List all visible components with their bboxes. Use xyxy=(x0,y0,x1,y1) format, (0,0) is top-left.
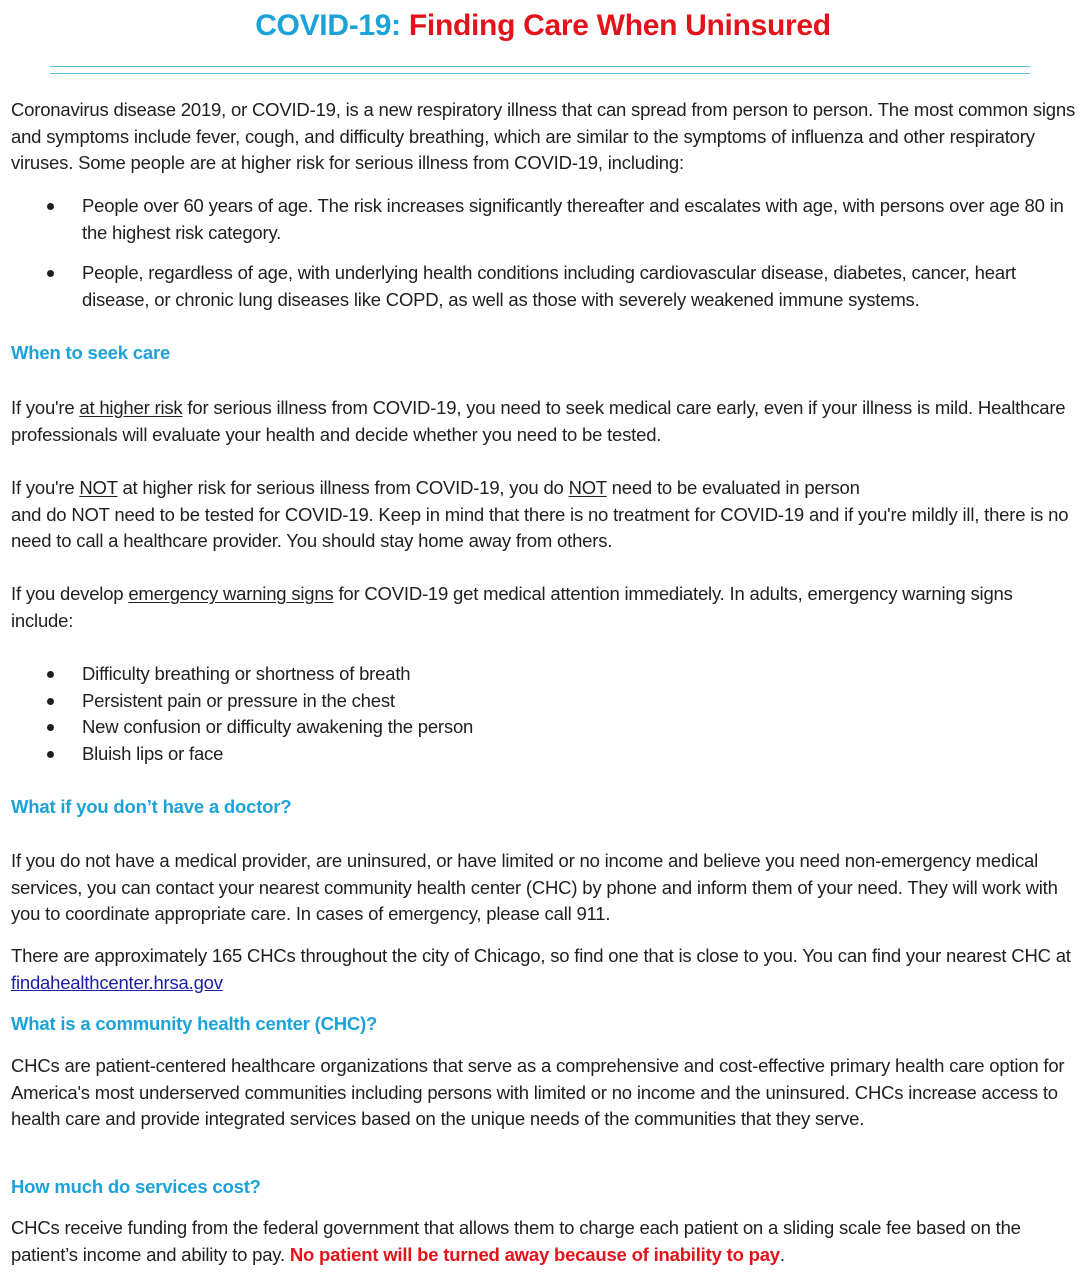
list-item-text: People, regardless of age, with underlying health conditions including cardiovascular disease, diabetes, cancer, heart disease, or chronic lung diseases like COPD, as well as those with severely weakened immune systems. xyxy=(82,262,1016,310)
text: for serious illness from COVID-19, you need to seek medical care early, even if your illness is mild. Healthcare professionals will evaluate your health and decide whether you need to be tested. xyxy=(11,397,1066,445)
list-item-text: People over 60 years of age. The risk increases significantly thereafter and escalates with age, with persons over age 80 in the highest risk category. xyxy=(82,195,1064,243)
bullet-icon xyxy=(47,270,54,277)
text: need to be evaluated in person xyxy=(606,477,860,498)
section-heading-when-to-seek-care: When to seek care xyxy=(11,342,171,363)
list-item xyxy=(0,714,1076,741)
text: and do NOT need to be tested for COVID-19. Keep in mind that there is no treatment for COVID-19 and if you're mildly ill, there is no need to call a healthcare provider. You should stay home away from others. xyxy=(11,503,1069,551)
bullet-icon xyxy=(47,724,54,731)
no-patient-turned-away-emphasis: No patient will be turned away because of inability to pay xyxy=(289,1243,780,1265)
bullet-icon xyxy=(47,203,54,210)
text: CHCs receive funding from the federal government that allows them to charge each patient on a sliding scale fee based on the patient’s income and ability to pay. xyxy=(11,1217,1021,1265)
title-prefix: COVID-19: xyxy=(255,9,401,42)
chc-locator-paragraph xyxy=(11,943,1076,996)
list-item-text: Persistent pain or pressure in the chest xyxy=(82,689,395,711)
section-heading-what-is-chc: What is a community health center (CHC)? xyxy=(11,1013,378,1034)
not-higher-risk-paragraph xyxy=(11,475,1076,555)
list-item xyxy=(0,193,1076,246)
bullet-icon xyxy=(47,698,54,705)
bullet-icon xyxy=(47,671,54,678)
page-title xyxy=(0,6,1086,46)
warning-signs-list xyxy=(0,661,1076,767)
text: for COVID-19 get medical attention immediately. In adults, emergency warning signs include: xyxy=(11,583,1013,631)
higher-risk-link[interactable]: at higher risk xyxy=(79,397,183,418)
higher-risk-paragraph xyxy=(11,395,1076,448)
emergency-paragraph xyxy=(11,581,1076,634)
text: . xyxy=(779,1243,785,1265)
emphasis-not: NOT xyxy=(568,477,607,498)
bullet-icon xyxy=(47,751,54,758)
list-item-text: New confusion or difficulty awakening the person xyxy=(82,716,474,737)
list-item xyxy=(0,741,1076,768)
list-item xyxy=(0,661,1076,688)
no-doctor-paragraph: If you do not have a medical provider, are uninsured, or have limited or no income and believe you need non-emergency medical services, you can contact your nearest community health center (CHC) by phone and inform them of your need. They will work with you to coordinate appropriate care. In cases of emergency, please call 911. xyxy=(11,850,1058,924)
section-heading-no-doctor: What if you don’t have a doctor? xyxy=(11,796,292,817)
title-main: Finding Care When Uninsured xyxy=(408,9,831,42)
list-item-text: Difficulty breathing or shortness of breath xyxy=(82,663,411,684)
list-item xyxy=(0,260,1076,313)
section-heading-cost: How much do services cost? xyxy=(11,1176,261,1197)
text: If you're xyxy=(11,477,80,498)
list-item-text: Bluish lips or face xyxy=(82,742,224,764)
text: If you develop xyxy=(11,583,129,604)
cost-paragraph xyxy=(11,1215,1076,1268)
intro-paragraph: Coronavirus disease 2019, or COVID-19, is a new respiratory illness that can spread from person to person. The most common signs and symptoms include fever, cough, and difficulty breathing, which are similar to the symptoms of influenza and other respiratory viruses. Some people are at higher risk for serious illness from COVID-19, including: xyxy=(11,99,1076,173)
risk-groups-list xyxy=(0,193,1076,327)
text: If you're xyxy=(11,397,80,418)
title-divider-bottom xyxy=(50,73,1030,74)
text: at higher risk for serious illness from COVID-19, you do xyxy=(117,477,569,498)
chc-description-paragraph: CHCs are patient-centered healthcare organizations that serve as a comprehensive and cost-effective primary health care option for America's most underserved communities including persons with limited or no income and the uninsured. CHCs increase access to health care and provide integrated services based on the unique needs of the communities that they serve. xyxy=(11,1055,1065,1129)
emergency-warning-signs-link[interactable]: emergency warning signs xyxy=(128,583,334,604)
emphasis-not: NOT xyxy=(79,477,118,498)
find-health-center-link[interactable]: findahealthcenter.hrsa.gov xyxy=(11,971,223,993)
list-item xyxy=(0,688,1076,715)
title-divider-top xyxy=(50,66,1030,67)
text: There are approximately 165 CHCs throughout the city of Chicago, so find one that is close to you. You can find your nearest CHC at xyxy=(11,945,1071,966)
